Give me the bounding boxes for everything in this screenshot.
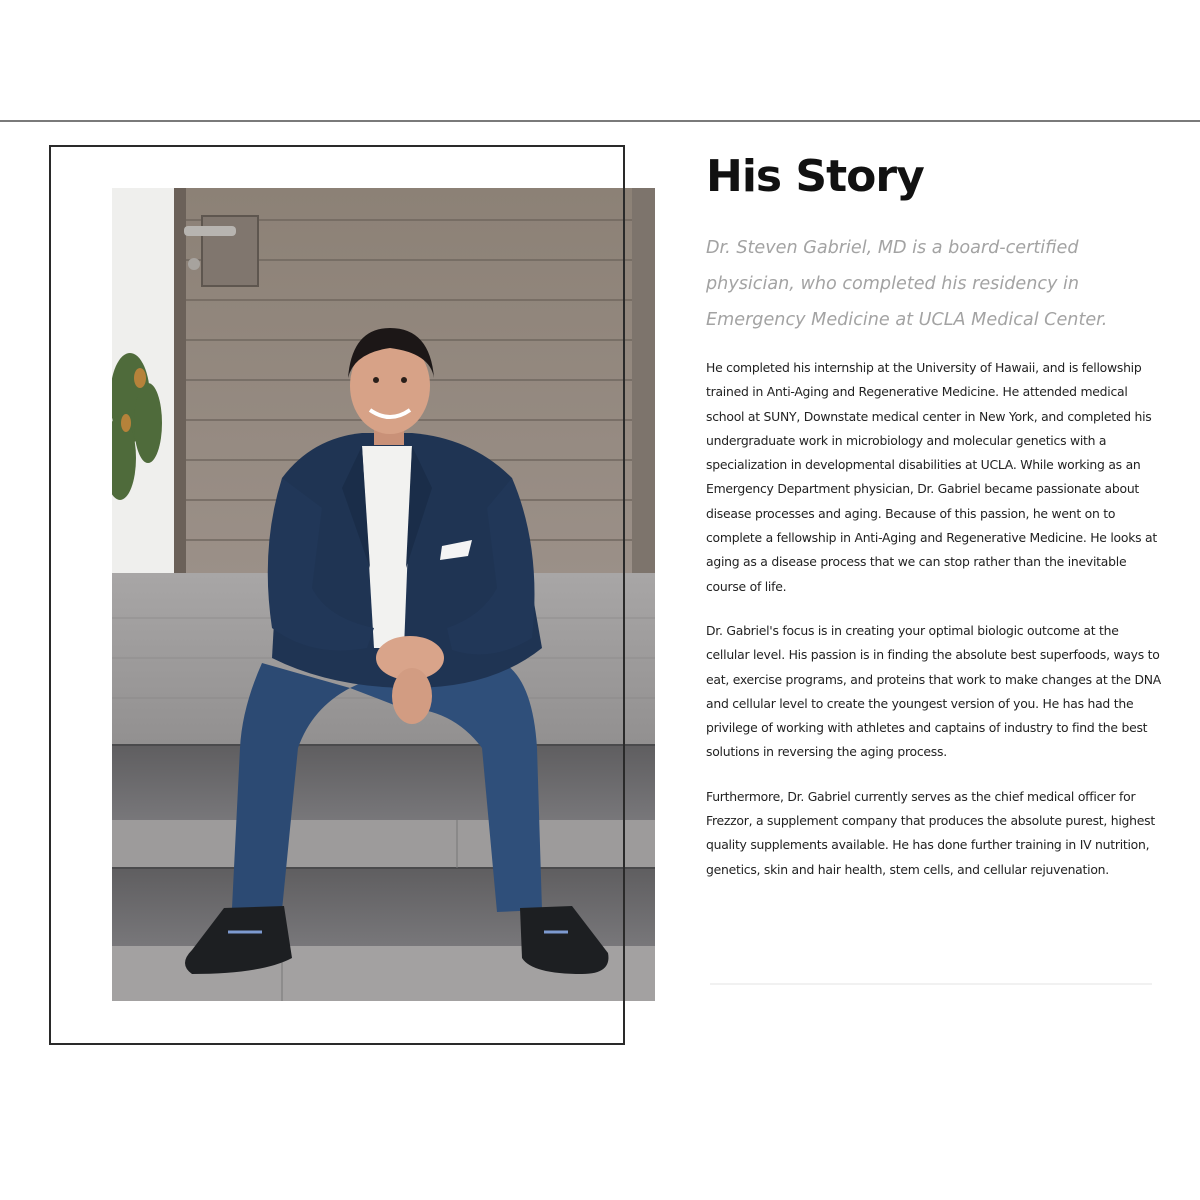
section-end-divider [710, 983, 1152, 985]
story-section [706, 150, 1164, 882]
story-paragraph-1: He completed his internship at the University of Hawaii, and is fellowship trained in Anti-Aging and Regenerative Medicine. He attended medical school at SUNY, Downstate medical center in New York, and completed his undergraduate work in microbiology and molecular genetics with a specialization in developmental disabilities at UCLA. While working as an Emergency Department physician, Dr. Gabriel became passionate about disease processes and aging. Because of this passion, he went on to complete a fellowship in Anti-Aging and Regenerative Medicine. He looks at aging as a disease process that we can stop rather than the inevitable course of life. [706, 360, 1157, 594]
story-title: His Story [706, 151, 924, 202]
story-paragraph-2: Dr. Gabriel's focus is in creating your optimal biologic outcome at the cellular level. His passion is in finding the absolute best superfoods, ways to eat, exercise programs, and proteins that work to make changes at the DNA and cellular level to create the youngest version of you. He has had the privilege of working with athletes and captains of industry to find the best solutions in reversing the aging process. [706, 622, 1161, 760]
story-lead: Dr. Steven Gabriel, MD is a board-certified physician, who completed his residency in Emergency Medicine at UCLA Medical Center. [706, 238, 1108, 330]
header-divider [0, 120, 1200, 122]
story-paragraph-3: Furthermore, Dr. Gabriel currently serves as the chief medical officer for Frezzor, a supplement company that produces the absolute purest, highest quality supplements available. He has done further training in IV nutrition, genetics, skin and hair health, stem cells, and cellular rejuvenation. [706, 788, 1155, 877]
portrait-photo [112, 188, 655, 1001]
